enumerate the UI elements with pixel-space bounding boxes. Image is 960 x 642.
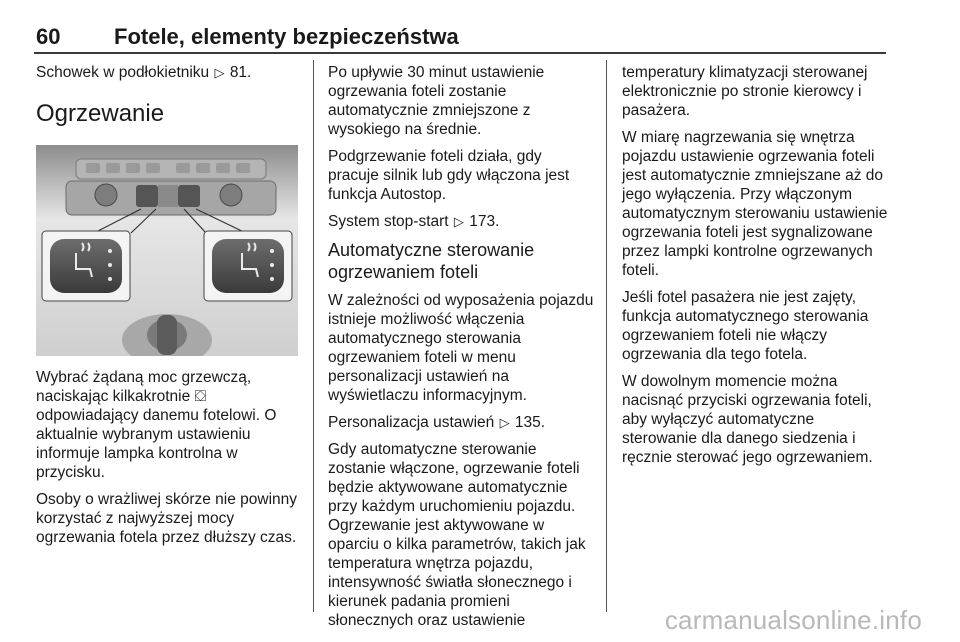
paragraph-personalization: Personalizacja ustawień ▷ 135.	[328, 414, 546, 431]
header-rule	[34, 52, 886, 54]
paragraph-engine-running: Podgrzewanie foteli działa, gdy pracuje silnik lub gdy włączona jest funkcja Autostop.	[328, 148, 570, 203]
paragraph-climate-temp: temperatury klimatyzacji sterowanej elektronicznie po stronie kierowcy i pasażera.	[622, 64, 868, 119]
page-ref-icon: ▷	[214, 65, 225, 80]
page-ref-link[interactable]: 81.	[229, 64, 252, 81]
section-title: Fotele, elementy bezpieczeństwa	[114, 24, 459, 49]
page-ref-icon: ▷	[499, 415, 510, 430]
column-divider-1	[313, 60, 314, 612]
paragraph-sensitive-skin: Osoby o wrażliwej skórze nie powinny korzystać z najwyższej mocy ogrzewania fotela przez dłuższy czas.	[36, 491, 298, 546]
seat-heating-icon: ⛋	[194, 388, 207, 405]
column-2	[328, 63, 594, 638]
paragraph-manual-override: W dowolnym momencie można nacisnąć przyciski ogrzewania foteli, aby wyłączyć automatyczne sterowanie dla danego siedzenia i ręcznie sterować jego ogrzewaniem.	[622, 373, 873, 466]
paragraph-auto-activation: Gdy automatyczne sterowanie zostanie włączone, ogrzewanie foteli będzie aktywowane automatycznie przy każdym uruchomieniu pojazdu. Ogrzewanie jest aktywowane w oparciu o kilka parametrów, takich jak temperatura wnętrza pojazdu, intensywność światła słonecznego i kierunek padania promieni słonecznych oraz ustawienie	[328, 441, 586, 629]
page-ref-link[interactable]: 135.	[514, 414, 546, 431]
page-ref-link[interactable]: 173.	[469, 213, 500, 230]
paragraph-power-select: Wybrać żądaną moc grzewczą, naciskając kilkakrotnie ⛋ odpowiadający danemu fotelowi. O aktualnie wybranym ustawieniu informuje lampka kontrolna w przycisku.	[36, 369, 277, 481]
page-ref-icon: ▷	[453, 214, 464, 229]
page-number: 60	[36, 24, 61, 49]
intro-text: Schowek w podłokietniku ▷ 81.	[36, 64, 252, 81]
page-header	[0, 0, 960, 52]
seat-heating-figure	[36, 145, 298, 356]
column-1	[36, 63, 302, 555]
paragraph-passenger-empty: Jeśli fotel pasażera nie jest zajęty, funkcja automatycznego sterowania ogrzewaniem foteli nie włączy ogrzewania dla tego fotela.	[622, 289, 869, 363]
heading-auto-seat-heating: Automatyczne sterowanie ogrzewaniem foteli	[328, 240, 535, 282]
heading-ogrzewanie: Ogrzewanie	[36, 100, 165, 127]
paragraph-30-minutes: Po upływie 30 minut ustawienie ogrzewania foteli zostanie automatycznie zmniejszone z wysokiego na średnie.	[328, 64, 545, 138]
column-divider-2	[606, 60, 607, 612]
paragraph-stop-start: System stop-start ▷ 173.	[328, 213, 500, 230]
column-3	[622, 63, 888, 475]
paragraph-auto-reduce: W miarę nagrzewania się wnętrza pojazdu ustawienie ogrzewania foteli jest automatycznie zmniejszane aż do jego wyłączenia. Przy włączonym automatycznym sterowaniu ustawienie ogrzewania foteli jest sygnalizowane przez lampki kontrolne ogrzewanych foteli.	[622, 129, 888, 279]
paragraph-equipment: W zależności od wyposażenia pojazdu istnieje możliwość włączenia automatycznego sterowania ogrzewaniem foteli w menu personalizacji ustawień na wyświetlaczu informacyjnym.	[328, 292, 594, 404]
watermark: carmanualsonline.info	[664, 605, 922, 635]
